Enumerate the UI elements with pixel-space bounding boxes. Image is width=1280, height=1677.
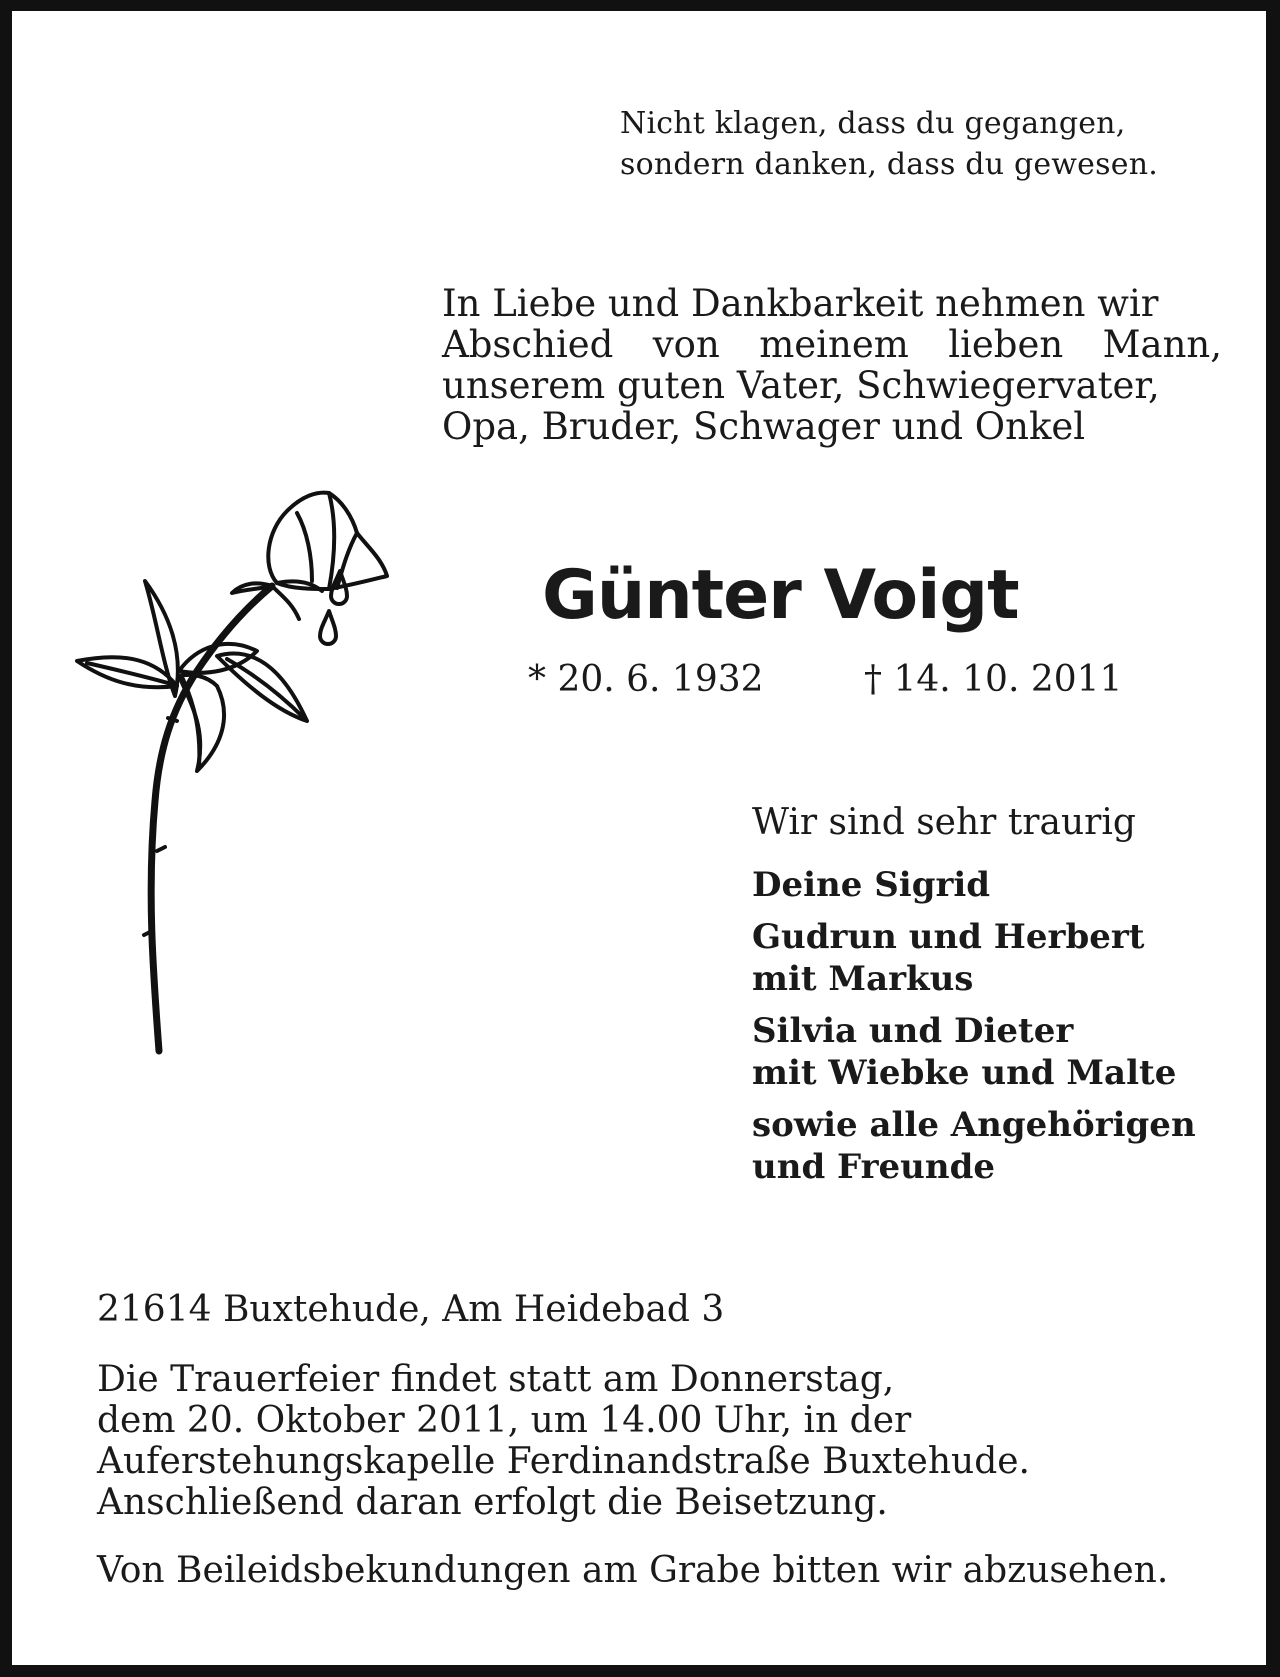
funeral-info	[97, 1359, 1217, 1523]
death-date: † 14. 10. 2011	[864, 659, 1123, 700]
rose-with-teardrops-icon	[67, 471, 397, 1071]
intro-text	[442, 283, 1222, 447]
motto-line-2: sondern danken, dass du gewesen.	[620, 147, 1158, 182]
motto-line-1: Nicht klagen, dass du gegangen,	[620, 106, 1126, 141]
mourner-line: Gudrun und Herbert	[752, 917, 1145, 957]
birth-date: * 20. 6. 1932	[528, 659, 764, 700]
mourners-intro: Wir sind sehr traurig	[752, 802, 1136, 843]
family-address: 21614 Buxtehude, Am Heidebad 3	[97, 1289, 725, 1330]
funeral-line-3: Auferstehungskapelle Ferdinandstraße Buxtehude.	[97, 1441, 1030, 1482]
mourners-list	[752, 864, 1252, 1198]
mourner-group	[752, 864, 1252, 906]
intro-line-1: In Liebe und Dankbarkeit nehmen wir	[442, 282, 1159, 325]
funeral-line-2: dem 20. Oktober 2011, um 14.00 Uhr, in der	[97, 1400, 912, 1441]
mourner-group	[752, 916, 1252, 1000]
mourner-line: und Freunde	[752, 1147, 995, 1187]
intro-line-2: Abschied von meinem lieben Mann,	[442, 323, 1222, 366]
mourner-line: mit Markus	[752, 959, 974, 999]
funeral-line-4: Anschließend daran erfolgt die Beisetzung.	[97, 1482, 888, 1523]
mourner-line: sowie alle Angehörigen	[752, 1105, 1196, 1145]
mourner-group	[752, 1010, 1252, 1094]
motto-quote	[620, 103, 1220, 185]
mourner-group	[752, 1104, 1252, 1188]
closing-note: Von Beileidsbekundungen am Grabe bitten wir abzusehen.	[97, 1550, 1169, 1591]
deceased-name: Günter Voigt	[542, 556, 1019, 635]
mourner-line: mit Wiebke und Malte	[752, 1053, 1177, 1093]
mourner-line: Deine Sigrid	[752, 865, 991, 905]
intro-line-4: Opa, Bruder, Schwager und Onkel	[442, 405, 1086, 448]
funeral-line-1: Die Trauerfeier findet statt am Donnerstag,	[97, 1359, 895, 1400]
mourner-line: Silvia und Dieter	[752, 1011, 1074, 1051]
intro-line-3: unserem guten Vater, Schwiegervater,	[442, 364, 1160, 407]
